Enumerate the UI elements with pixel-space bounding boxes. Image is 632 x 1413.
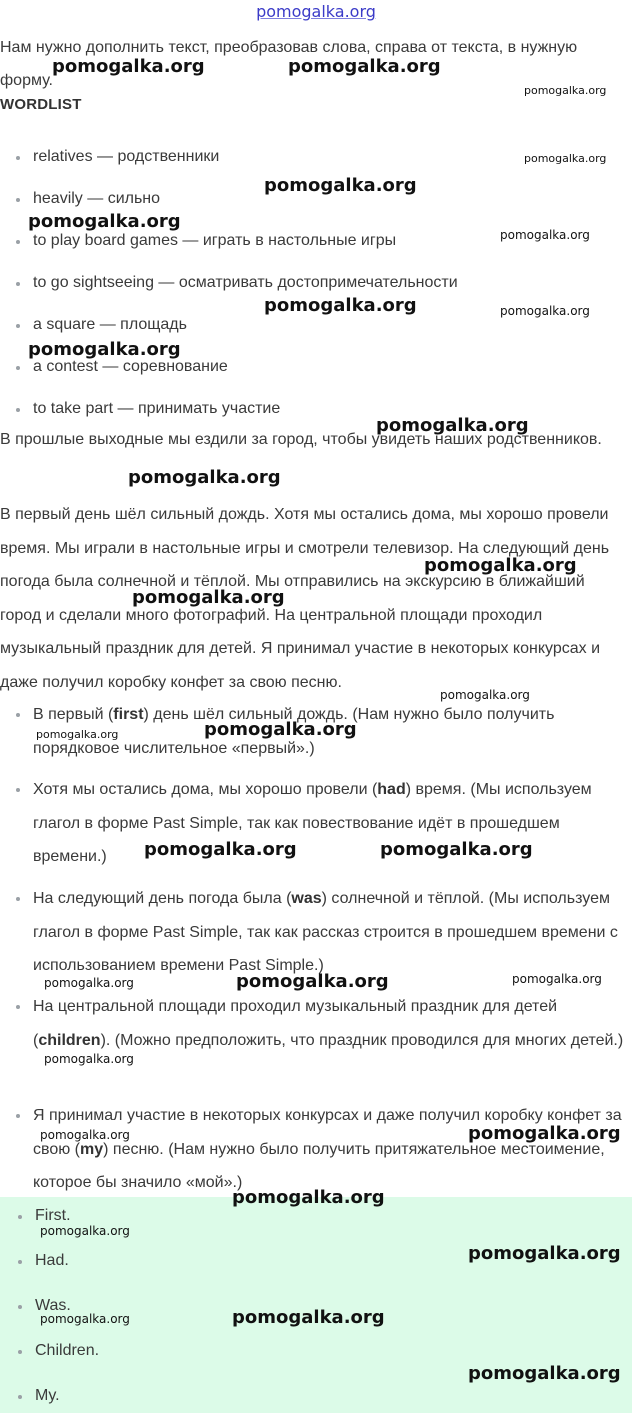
watermark: pomogalka.org bbox=[36, 728, 119, 741]
answer-word: first bbox=[113, 706, 144, 723]
explanation-text: Хотя мы остались дома, мы хорошо провели ( bbox=[33, 781, 378, 798]
answer-item: Was. bbox=[35, 1294, 71, 1318]
explanation-text: На следующий день погода была ( bbox=[33, 890, 292, 907]
site-header-link[interactable]: pomogalka.org bbox=[256, 2, 376, 21]
wordlist-item: relatives — родственники bbox=[33, 145, 219, 169]
watermark: pomogalka.org bbox=[440, 688, 530, 702]
watermark: pomogalka.org bbox=[524, 152, 607, 165]
wordlist-item: to go sightseeing — осматривать достопримечательности bbox=[33, 271, 458, 295]
answer-word: children bbox=[38, 1031, 101, 1049]
watermark: pomogalka.org bbox=[232, 1307, 385, 1328]
wordlist-item: heavily — сильно bbox=[33, 187, 160, 211]
explanation-text: ) солнечной и тёплой. (Мы используем глагол в форме Past Simple, так как рассказ строится в прошедшем времени с использованием времени Past Simple.) bbox=[33, 890, 618, 974]
explanation-text: ) время. (Мы используем глагол в форме Past Simple, так как повествование идёт в прошедшем времени.) bbox=[33, 781, 592, 865]
wordlist-item: a contest — соревнование bbox=[33, 355, 228, 379]
wordlist-item: to play board games — играть в настольные игры bbox=[33, 229, 396, 253]
answer-item: First. bbox=[35, 1204, 71, 1228]
watermark: pomogalka.org bbox=[132, 587, 285, 608]
explanation-item bbox=[33, 882, 629, 983]
watermark: pomogalka.org bbox=[204, 719, 357, 740]
watermark: pomogalka.org bbox=[52, 56, 205, 77]
watermark: pomogalka.org bbox=[40, 1312, 130, 1326]
answer-item: My. bbox=[35, 1384, 60, 1408]
answer-word: had bbox=[377, 781, 406, 798]
watermark: pomogalka.org bbox=[524, 84, 607, 97]
watermark: pomogalka.org bbox=[40, 1128, 130, 1142]
explanation-text: ) песню. (Нам нужно было получить притяжательное местоимение, которое бы значило «мой».) bbox=[33, 1140, 605, 1191]
explanation-item bbox=[33, 990, 629, 1057]
answer-word: was bbox=[291, 890, 322, 907]
watermark: pomogalka.org bbox=[144, 839, 297, 860]
watermark: pomogalka.org bbox=[128, 467, 281, 488]
watermark: pomogalka.org bbox=[500, 228, 590, 242]
explanation-item bbox=[33, 1099, 629, 1200]
watermark: pomogalka.org bbox=[264, 175, 417, 196]
answer-item: Had. bbox=[35, 1249, 69, 1273]
wordlist-title: WORDLIST bbox=[0, 96, 82, 113]
answer-item: Children. bbox=[35, 1339, 99, 1363]
watermark: pomogalka.org bbox=[28, 339, 181, 360]
watermark: pomogalka.org bbox=[264, 295, 417, 316]
explanation-item bbox=[33, 773, 629, 874]
explanation-text: Я принимал участие в некоторых конкурсах и даже получил коробку конфет за свою ( bbox=[33, 1107, 622, 1158]
watermark: pomogalka.org bbox=[40, 1224, 130, 1238]
watermark: pomogalka.org bbox=[468, 1123, 621, 1144]
wordlist-item: to take part — принимать участие bbox=[33, 397, 280, 421]
watermark: pomogalka.org bbox=[380, 839, 533, 860]
watermark: pomogalka.org bbox=[500, 304, 590, 318]
watermark: pomogalka.org bbox=[28, 211, 181, 232]
watermark: pomogalka.org bbox=[288, 56, 441, 77]
explanation-text: ) день шёл сильный дождь. (Нам нужно было получить порядковое числительное «первый».) bbox=[33, 706, 555, 757]
story-paragraph-1: В прошлые выходные мы ездили за город, чтобы увидеть наших родственников. bbox=[0, 431, 602, 448]
watermark: pomogalka.org bbox=[236, 971, 389, 992]
answer-word: my bbox=[80, 1140, 104, 1158]
watermark: pomogalka.org bbox=[424, 555, 577, 576]
task-intro: Нам нужно дополнить текст, преобразовав слова, справа от текста, в нужную форму. bbox=[0, 39, 578, 89]
watermark: pomogalka.org bbox=[376, 415, 529, 436]
wordlist-item: a square — площадь bbox=[33, 313, 187, 337]
watermark: pomogalka.org bbox=[232, 1187, 385, 1208]
watermark: pomogalka.org bbox=[44, 1052, 134, 1066]
explanation-text: На центральной площади проходил музыкальный праздник для детей ( bbox=[33, 998, 558, 1049]
watermark: pomogalka.org bbox=[44, 976, 134, 990]
story-paragraph-2: В первый день шёл сильный дождь. Хотя мы остались дома, мы хорошо провели время. Мы играли в настольные игры и смотрели телевизор. На следующий день погода была солнечной и тёплой. Мы отправились на экскурсию в ближайший город и сделали много фотографий. На центральной площади проходил музыкальный праздник для детей. Я принимал участие в некоторых конкурсах и даже получил коробку конфет за свою песню. bbox=[0, 506, 610, 691]
watermark: pomogalka.org bbox=[512, 972, 602, 986]
explanation-text: В первый ( bbox=[33, 706, 114, 723]
watermark: pomogalka.org bbox=[468, 1243, 621, 1264]
watermark: pomogalka.org bbox=[468, 1363, 621, 1384]
explanation-text: ). (Можно предположить, что праздник проводился для многих детей.) bbox=[100, 1031, 624, 1049]
